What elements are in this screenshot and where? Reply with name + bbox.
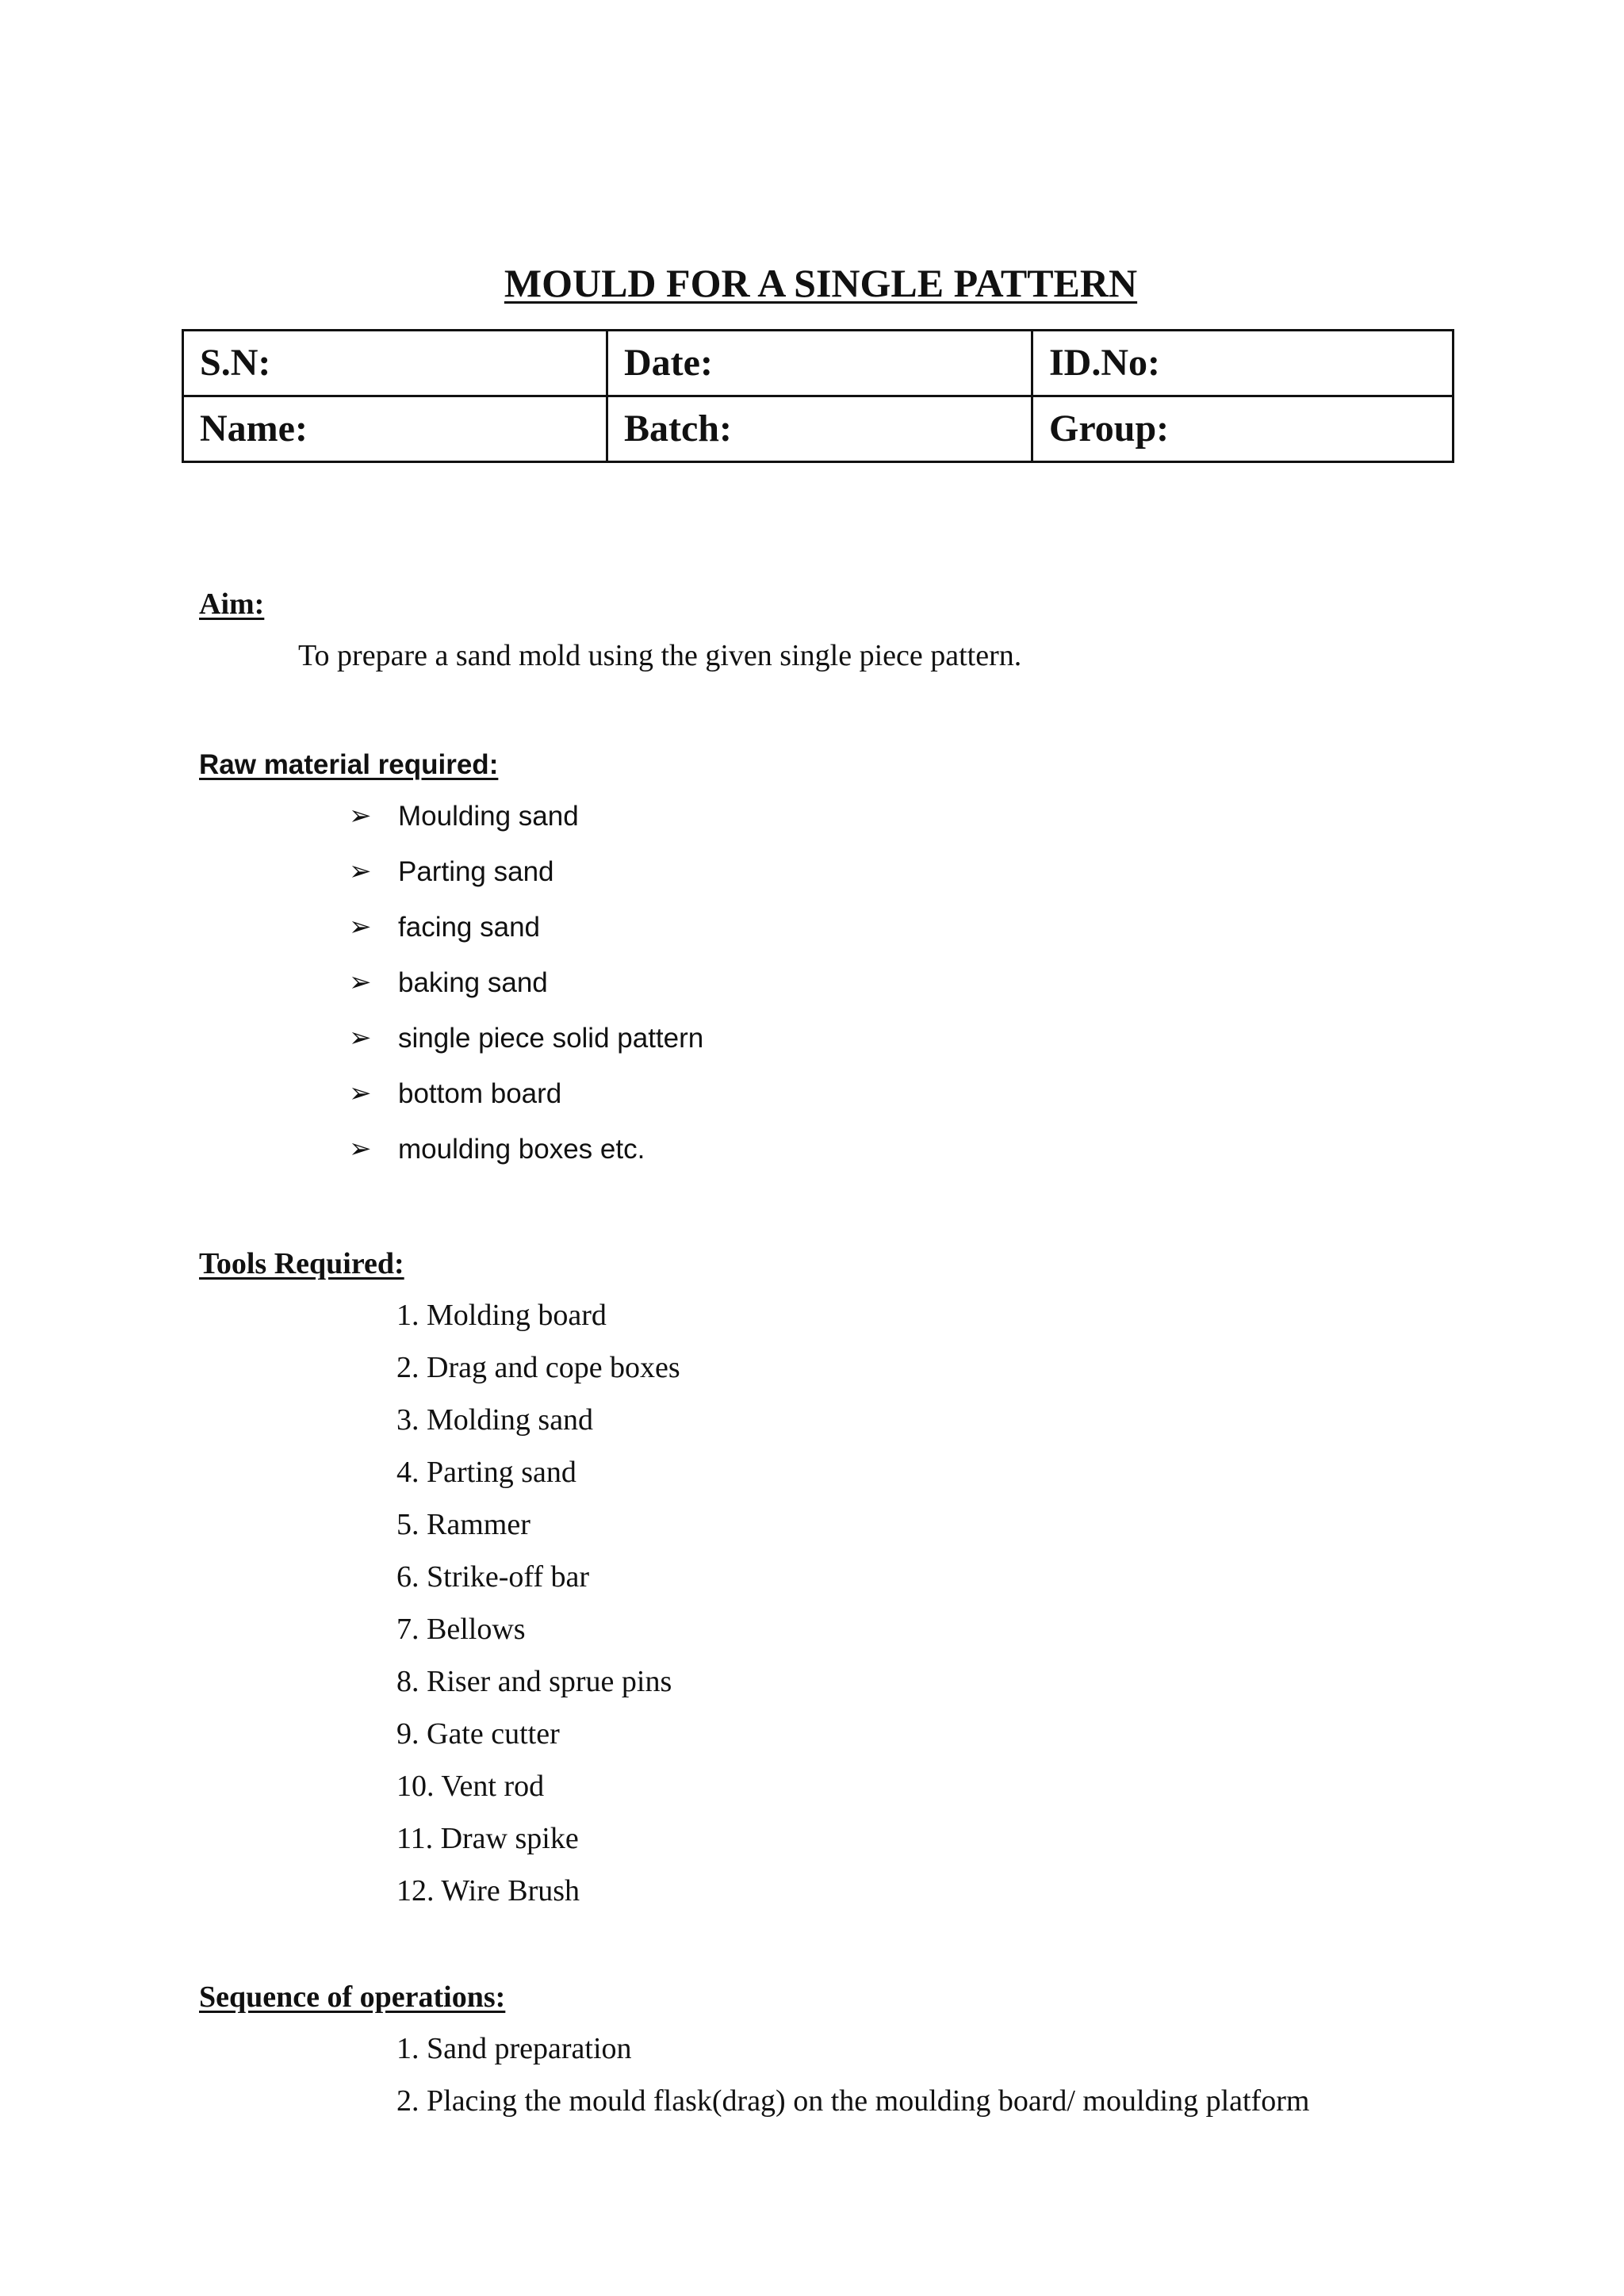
group-label: Group: [1032,396,1454,462]
list-item [349,967,703,1023]
sequence-list [396,2034,1309,2138]
id-no-label: ID.No: [1032,331,1454,396]
tools-list [396,1300,680,1928]
arrowhead-bullet-icon: ➢ [349,1023,372,1053]
page-title: MOULD FOR A SINGLE PATTERN [504,261,1138,305]
list-item [349,1134,703,1189]
list-item: 6. Strike-off bar [396,1560,590,1594]
sequence-heading: Sequence of operations: [199,1980,506,2014]
list-item: 10. Vent rod [396,1770,545,1803]
list-item: 3. Molding sand [396,1403,594,1437]
table-row [183,396,1454,462]
list-item [349,801,703,856]
batch-label: Batch: [607,396,1032,462]
list-item: 11. Draw spike [396,1822,579,1855]
list-item: 12. Wire Brush [396,1874,580,1908]
list-item-label: Moulding sand [398,801,579,832]
list-item: 2. Drag and cope boxes [396,1351,680,1384]
tools-heading: Tools Required: [199,1247,404,1280]
list-item: 7. Bellows [396,1613,526,1646]
student-info-table [182,329,1454,463]
list-item-label: bottom board [398,1078,562,1109]
list-item: 8. Riser and sprue pins [396,1665,672,1698]
list-item [349,1078,703,1134]
list-item: 9. Gate cutter [396,1717,560,1751]
sn-label: S.N: [183,331,607,396]
list-item [349,856,703,912]
list-item: 1. Sand preparation [396,2032,632,2065]
arrowhead-bullet-icon: ➢ [349,967,372,997]
list-item-label: baking sand [398,967,548,998]
list-item [349,912,703,967]
table-row [183,331,1454,396]
list-item: 2. Placing the mould flask(drag) on the moulding board/ moulding platform [396,2084,1310,2118]
arrowhead-bullet-icon: ➢ [349,1134,372,1164]
list-item: 1. Molding board [396,1299,607,1332]
list-item: 5. Rammer [396,1508,530,1541]
list-item [349,1023,703,1078]
list-item-label: single piece solid pattern [398,1023,704,1054]
name-label: Name: [183,396,607,462]
arrowhead-bullet-icon: ➢ [349,912,372,942]
raw-material-heading: Raw material required: [199,749,499,780]
arrowhead-bullet-icon: ➢ [349,856,372,886]
raw-material-list [349,801,703,1189]
list-item-label: Parting sand [398,856,554,887]
aim-heading: Aim: [199,587,265,621]
arrowhead-bullet-icon: ➢ [349,1078,372,1108]
arrowhead-bullet-icon: ➢ [349,801,372,831]
aim-text: To prepare a sand mold using the given single piece pattern. [298,639,1022,672]
list-item: 4. Parting sand [396,1456,576,1489]
list-item-label: facing sand [398,912,541,943]
date-label: Date: [607,331,1032,396]
list-item-label: moulding boxes etc. [398,1134,645,1165]
